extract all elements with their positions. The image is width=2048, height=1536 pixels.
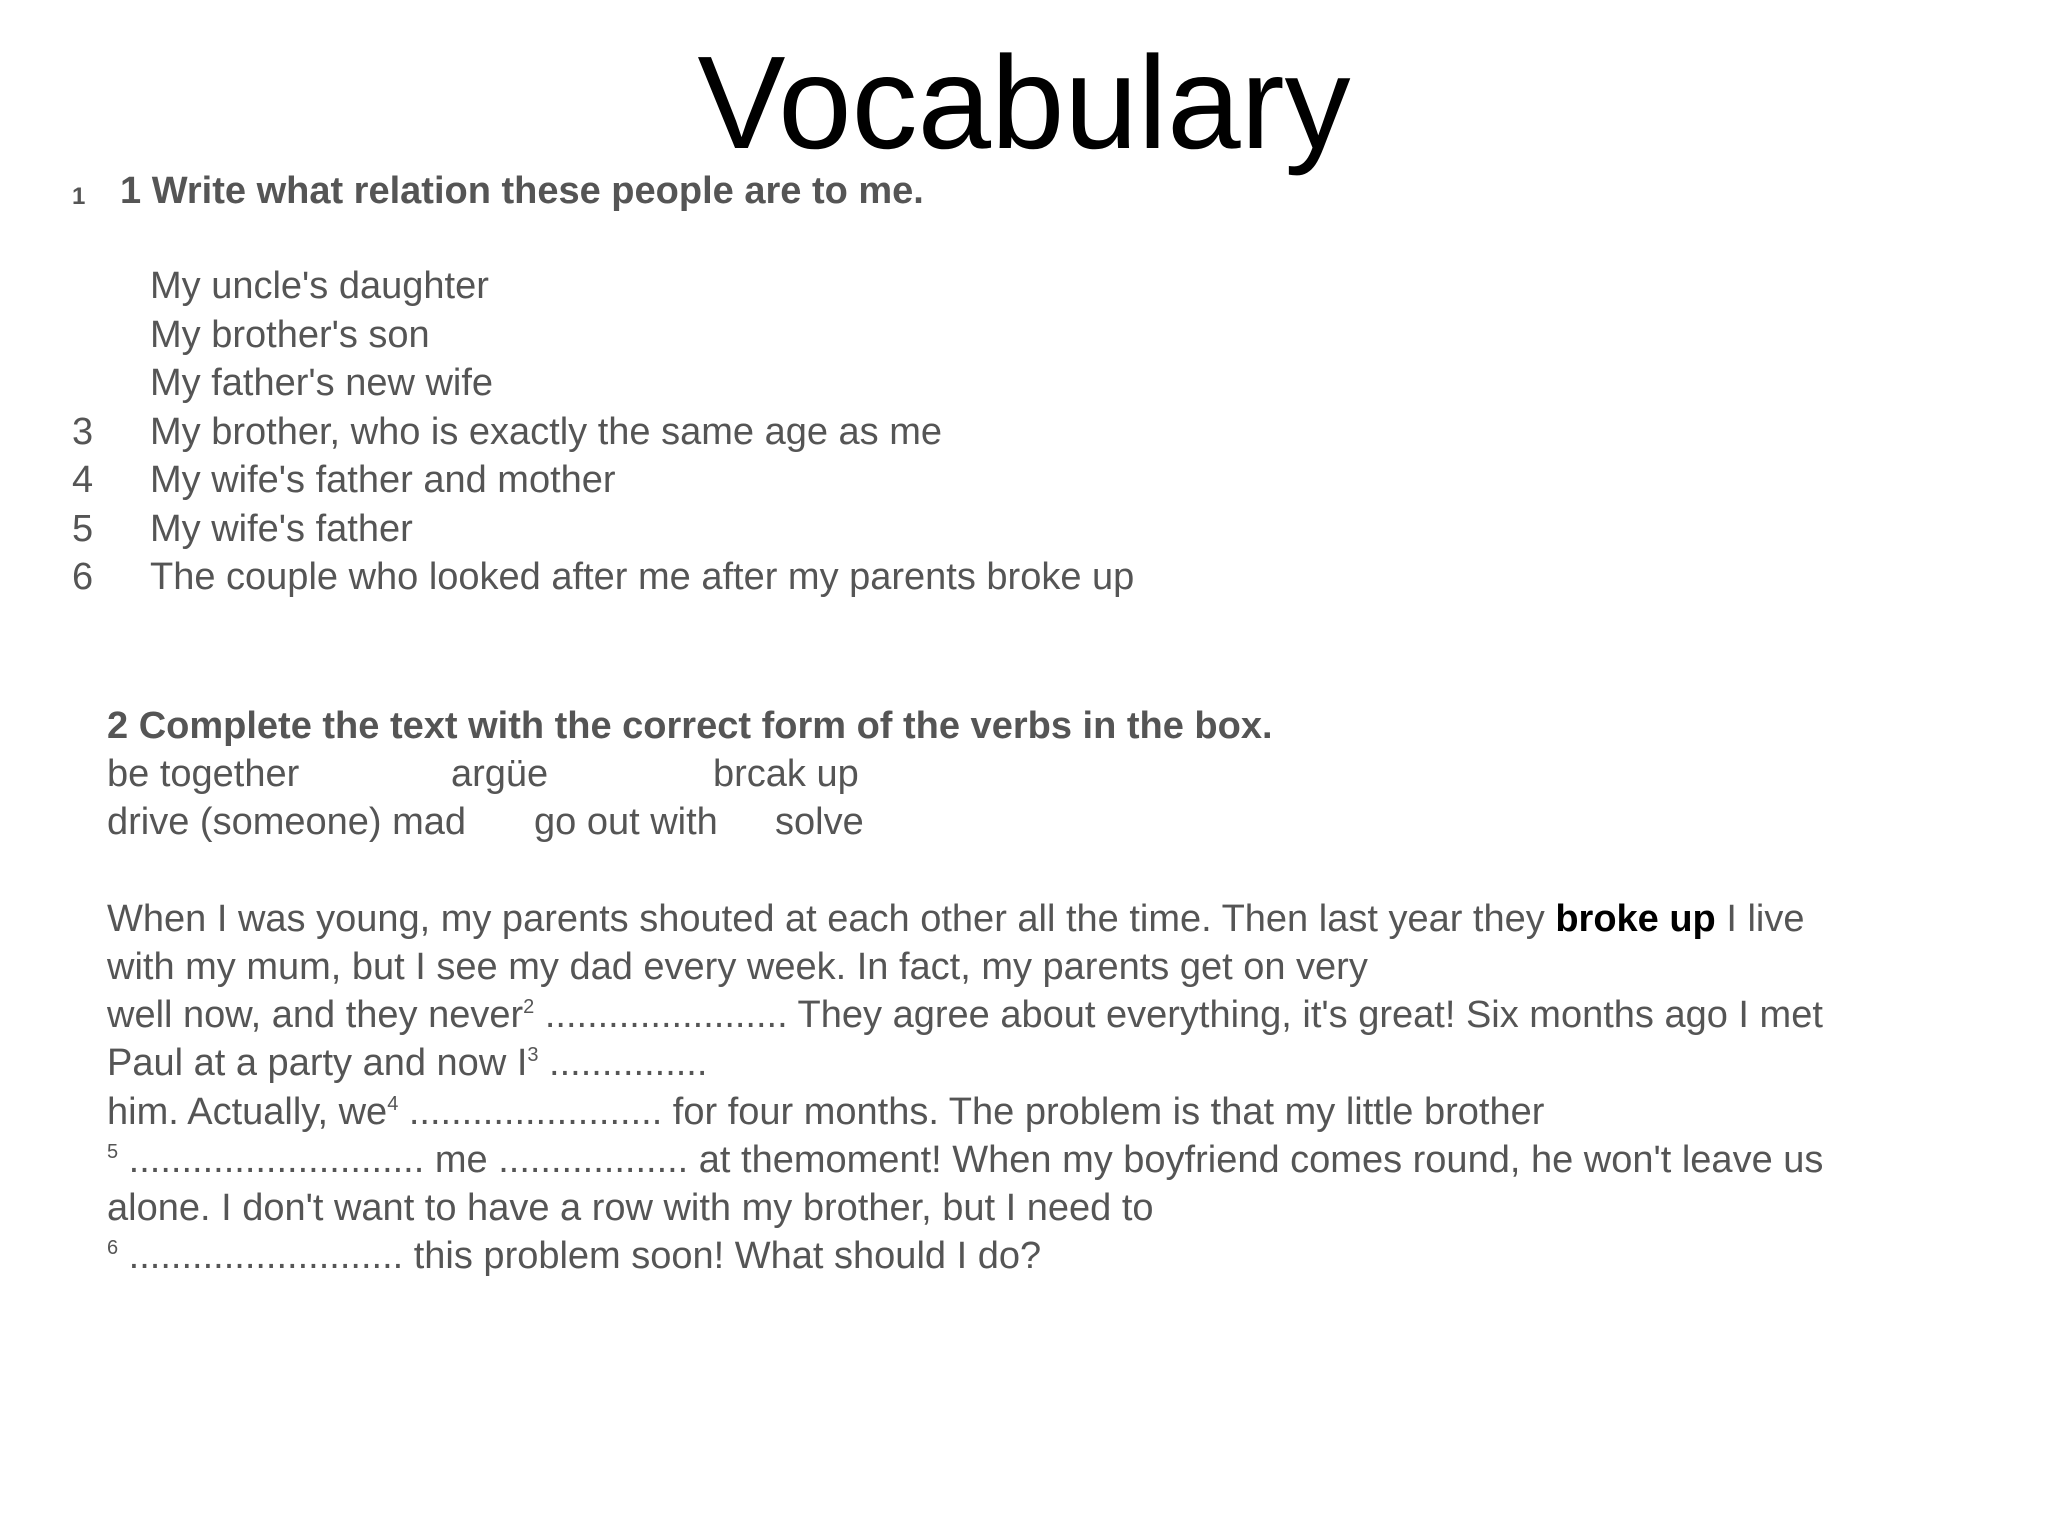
text-segment: well now, and they never (107, 994, 524, 1037)
gap-number: 5 (107, 1140, 119, 1163)
verb-box-row-2 (107, 798, 2007, 846)
item-text: The couple who looked after me after my parents broke up (150, 556, 1135, 598)
verb-option: brcak up (713, 753, 859, 796)
text-segment: him. Actually, we (107, 1090, 388, 1133)
gap-number: 6 (107, 1237, 119, 1260)
item-text: My wife's father (150, 507, 413, 550)
text-line (107, 1136, 2007, 1184)
text-segment: I live (1715, 897, 1805, 940)
exercise-2 (107, 702, 2007, 1280)
gap-number: 3 (527, 1044, 539, 1067)
example-answer: broke up (1555, 897, 1716, 940)
verb-option: drive (someone) mad (107, 801, 467, 844)
text-segment: ............... (538, 1042, 708, 1085)
verb-option: go out with (534, 801, 718, 844)
item-text: My uncle's daughter (150, 265, 489, 307)
text-segment: Paul at a party and now I (107, 1042, 528, 1085)
text-line (107, 991, 2007, 1039)
text-segment: ........................ for four months. The problem is that my little brother (398, 1090, 1545, 1133)
spacer (107, 847, 2007, 895)
text-line (107, 895, 2007, 943)
item-text: My brother, who is exactly the same age as me (150, 410, 943, 453)
text-segment: ....................... They agree about everything, it's great! Six months ago I met (534, 994, 1823, 1037)
text-line (107, 1039, 2007, 1087)
text-line (107, 1088, 2007, 1136)
verb-option: be together (107, 753, 300, 796)
verb-option: solve (775, 801, 864, 844)
text-line: alone. I don't want to have a row with my brother, but I need to (107, 1186, 1154, 1229)
text-line (107, 1232, 2007, 1280)
text-segment: When I was young, my parents shouted at each other all the time. Then last year they (107, 897, 1556, 940)
item-text: My brother's son (150, 313, 430, 356)
item-number: 6 (72, 556, 94, 598)
item-text: My father's new wife (150, 362, 494, 404)
exercise-1-heading: 1 Write what relation these people are to me. (120, 170, 924, 212)
text-line: with my mum, but I see my dad every week. In fact, my parents get on very (107, 945, 1368, 988)
item-number: 5 (72, 507, 94, 550)
exercise-2-text (107, 895, 2007, 1281)
verb-box-row-1 (107, 750, 2007, 798)
text-segment: ............................ me .................. at themoment! When my boyfriend comes round, he won't leave us (118, 1138, 1824, 1181)
exercise-2-heading: 2 Complete the text with the correct form of the verbs in the box. (107, 705, 1273, 747)
verb-option: argüe (451, 753, 549, 796)
gap-number: 4 (387, 1092, 399, 1115)
text-segment: .......................... this problem soon! What should I do? (118, 1235, 1042, 1278)
page-title: Vocabulary (697, 29, 1351, 176)
exercise-1-marker: 1 (72, 183, 86, 210)
item-number: 3 (72, 410, 94, 453)
gap-number: 2 (523, 996, 535, 1019)
item-text: My wife's father and mother (150, 459, 616, 501)
item-number: 4 (72, 459, 94, 501)
